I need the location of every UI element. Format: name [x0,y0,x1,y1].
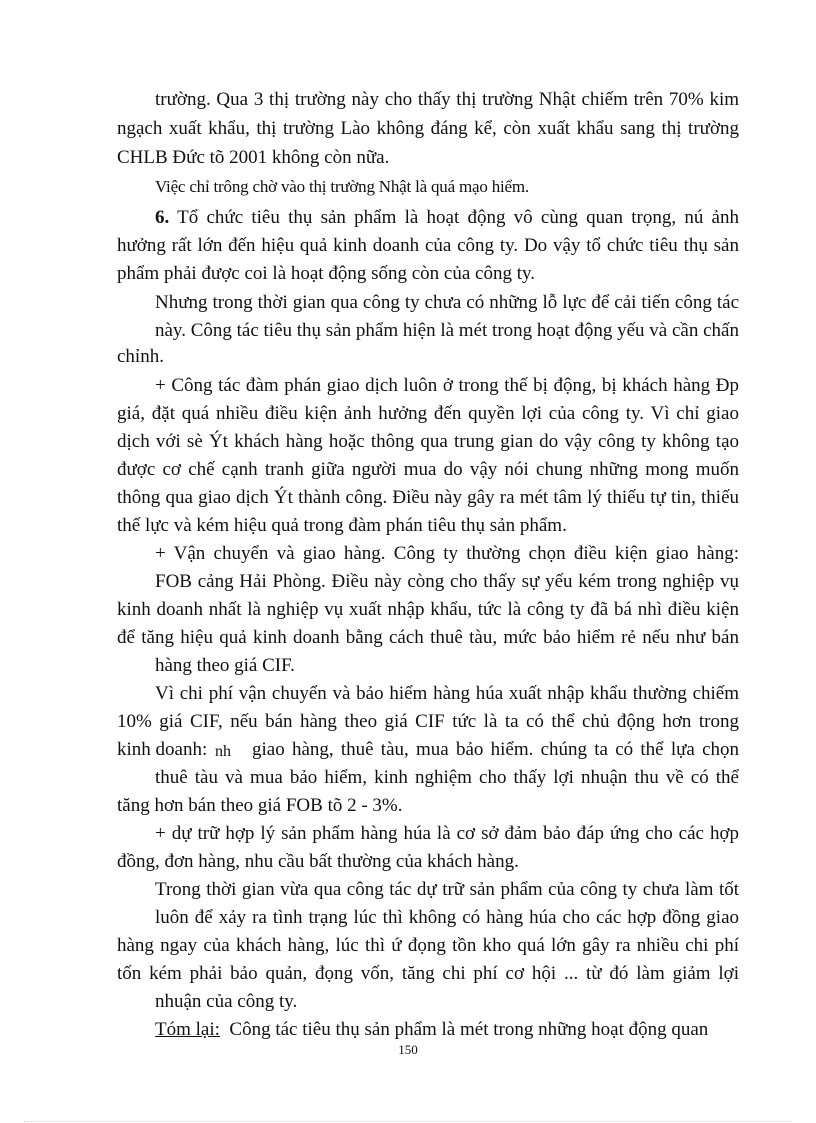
text-line-31: hàng ngay của khách hàng, lúc thì ứ đọng tồn kho quá lớn gây ra nhiều chi phí [117,935,739,956]
section-text: Tổ chức tiêu thụ sản phẩm là hoạt động vô cùng quan trọng, nú ảnh [177,207,739,228]
text-line-11: + Công tác đàm phán giao dịch luôn ở trong thế bị động, bị khách hàng Đp [155,375,739,396]
text-line-27: + dự trữ hợp lý sản phẩm hàng húa là cơ sở đảm bảo đáp ứng cho các hợp [155,823,739,844]
text-line-16: thế lực và kém hiệu quả trong đàm phán tiêu thụ sản phẩm. [117,515,567,536]
text-line-7: phẩm phải được coi là hoạt động sống còn của công ty. [117,263,536,284]
page-bottom-rule [24,1121,792,1122]
text-line-8: Nhưng trong thời gian qua công ty chưa có những lỗ lực để cải tiến công tác [155,292,739,313]
text-line-22: Vì chi phí vận chuyển và bảo hiểm hàng húa xuất nhập khẩu thường chiếm [155,683,739,704]
summary-text: Công tác tiêu thụ sản phẩm là mét trong những hoạt động quan [229,1019,709,1040]
text-line-6: hưởng rất lớn đến hiệu quả kinh doanh của công ty. Do vậy tổ chức tiêu thụ sản [117,235,739,256]
text-line-26: tăng hơn bán theo giá FOB tõ 2 - 3%. [117,795,403,816]
text-line-3: CHLB Đức tõ 2001 không còn nữa. [117,147,390,168]
text-line-29: Trong thời gian vừa qua công tác dự trữ sản phẩm của công ty chưa làm tốt [155,879,739,900]
text-line-34 [155,1018,708,1042]
text-fragment-nh: nh [215,743,231,760]
text-line-33: nhuận của công ty. [155,991,298,1012]
text-line-4: Việc chỉ trông chờ vào thị trường Nhật là quá mạo hiểm. [155,177,529,196]
text-line-32: tốn kém phải bảo quản, đọng vốn, tăng chi phí cơ hội ... từ đó làm giảm lợi [117,963,739,984]
text-line-17: + Vận chuyển và giao hàng. Công ty thường chọn điều kiện giao hàng: [155,543,739,564]
text-line-30: luôn để xảy ra tình trạng lúc thì không có hàng húa cho các hợp đồng giao [155,907,739,928]
text-line-15: thông qua giao dịch Ýt thành công. Điều này gây ra mét tâm lý thiếu tự tin, thiếu [117,487,739,508]
text-line-9: này. Công tác tiêu thụ sản phẩm hiện là mét trong hoạt động yếu và cần chấn [155,320,739,341]
text-line-5 [155,206,739,230]
section-number: 6. [155,207,170,228]
text-line-21: hàng theo giá CIF. [155,655,295,676]
text-line-14: được cơ chế cạnh tranh giữa người mua do vậy nói chung những mong muốn [117,459,739,480]
text-line-10: chỉnh. [117,346,164,367]
text-line-2: ngạch xuất khẩu, thị trường Lào không đáng kể, còn xuất khẩu sang thị trường [117,118,739,139]
text-line-28: đồng, đơn hàng, nhu cầu bất thường của khách hàng. [117,851,519,872]
text-line-20: để tăng hiệu quả kinh doanh bằng cách thuê tàu, mức bảo hiểm rẻ nếu như bán [117,627,739,648]
text-line-1: trường. Qua 3 thị trường này cho thấy thị trường Nhật chiếm trên 70% kim [155,89,739,110]
text-line-23: 10% giá CIF, nếu bán hàng theo giá CIF tức là ta có thể chủ động hơn trong [117,711,739,732]
text-line-25: thuê tàu và mua bảo hiểm, kinh nghiệm cho thấy lợi nhuận thu về có thể [155,767,739,788]
text-line-19: kinh doanh nhất là nghiệp vụ xuất nhập khẩu, tức là công ty đã bá nhì điều kiện [117,599,739,620]
page-number: 150 [398,1042,418,1057]
text-line-13: dịch với sè Ýt khách hàng hoặc thông qua trung gian do vậy công ty không tạo [117,431,739,452]
text-line-24-left: kinh doanh: [117,739,208,760]
text-line-12: giá, đặt quá nhiều điều kiện ảnh hưởng đến quyền lợi của công ty. Vì chỉ giao [117,403,739,424]
text-line-18: FOB cảng Hải Phòng. Điều này còng cho thấy sự yếu kém trong nghiệp vụ [155,571,739,592]
text-line-24-right: giao hàng, thuê tàu, mua bảo hiểm. chúng ta có thể lựa chọn [252,739,739,760]
summary-label: Tóm lại: [155,1019,220,1040]
